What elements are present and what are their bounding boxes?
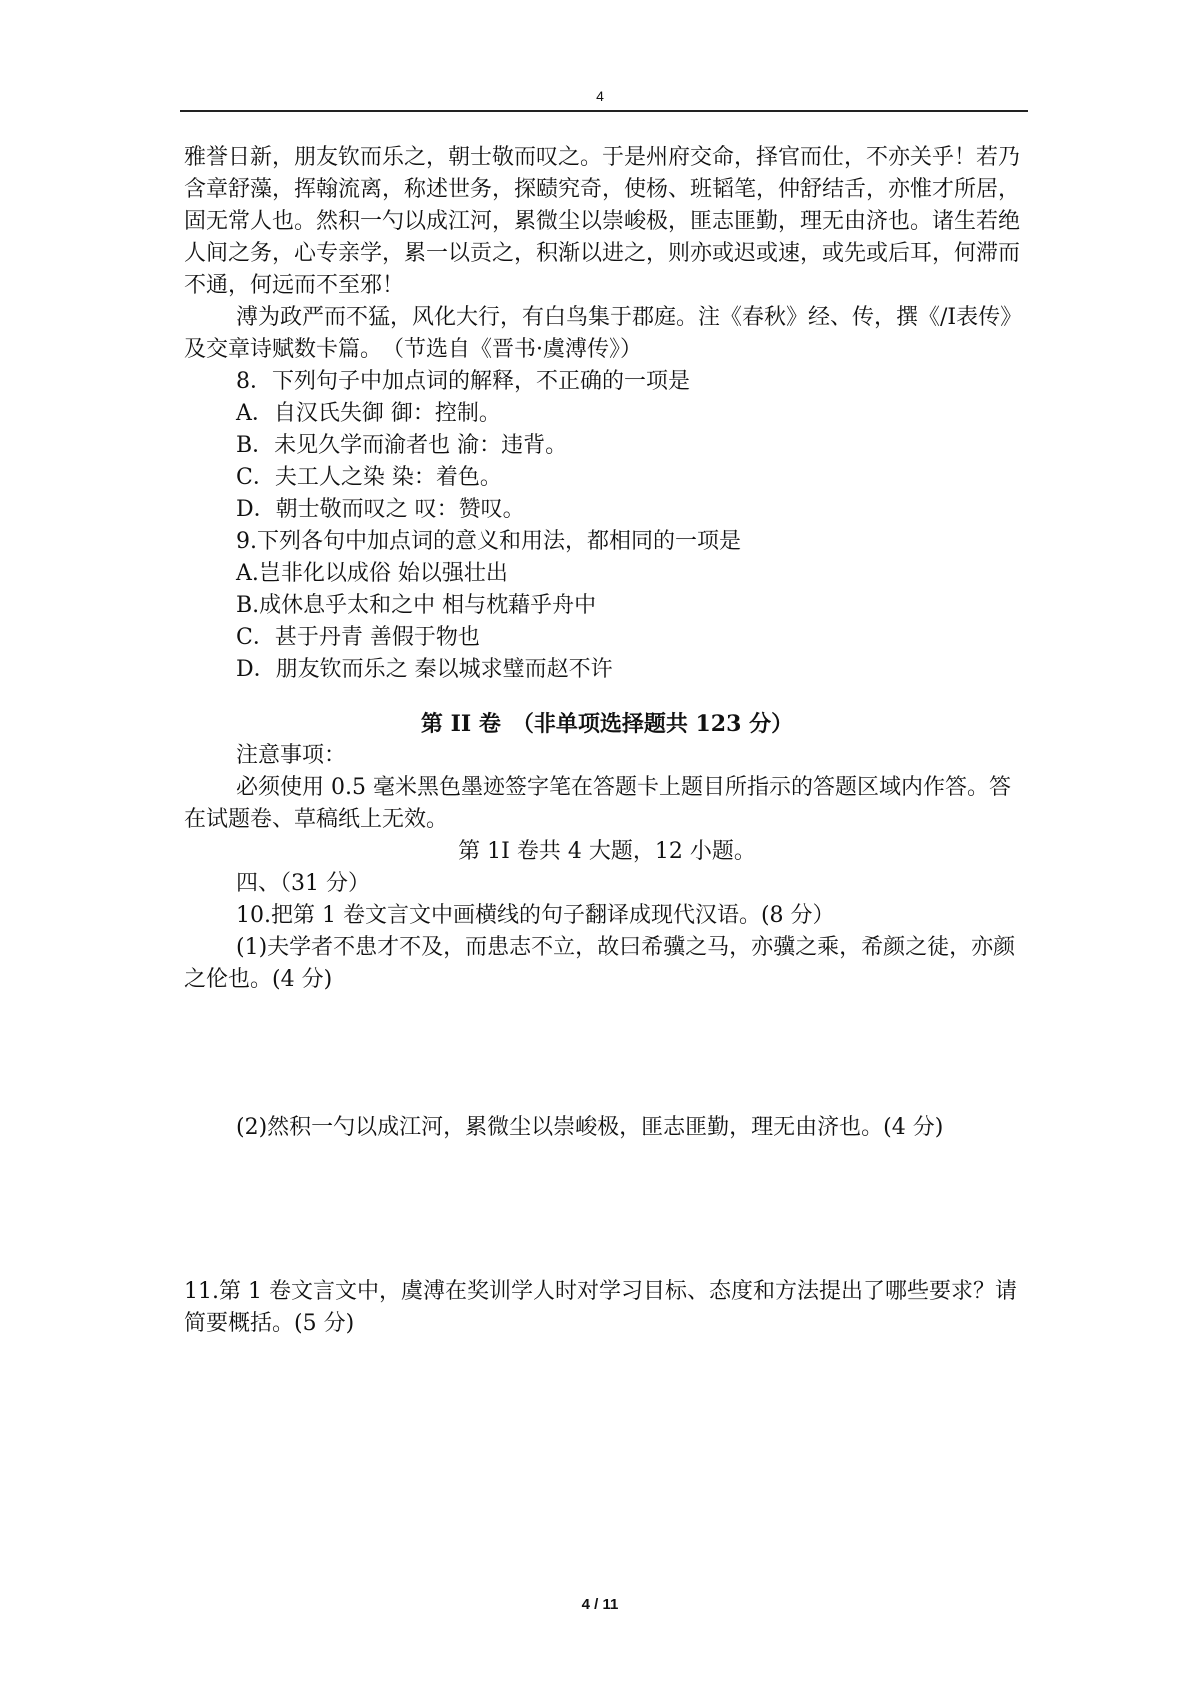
question-9-option-b: B.成休息乎太和之中 相与枕藉乎舟中	[236, 593, 597, 618]
question-11-stem: 11.第 1 卷文言文中，虞溥在奖训学人时对学习目标、态度和方法提出了哪些要求？请简要概括。(5 分)	[184, 1279, 1017, 1336]
notice-text: 必须使用 0.5 毫米黑色墨迹签字笔在答题卡上题目所指示的答题区域内作答。答在试题卷、草稿纸上无效。	[184, 775, 1011, 832]
question-8-option-c: C．夫工人之染 染：着色。	[236, 465, 502, 490]
header-page-number: 4	[596, 88, 604, 104]
part-4-heading: 四、（31 分）	[236, 871, 370, 896]
question-9-option-d: D．朋友钦而乐之 秦以城求璧而赵不许	[236, 657, 613, 682]
page-content	[184, 142, 1030, 1340]
question-8-option-d: D．朝士敬而叹之 叹：赞叹。	[236, 497, 525, 522]
question-8-option-a: A．自汉氏失御 御：控制。	[236, 401, 501, 426]
answer-space-10-2	[184, 1144, 1030, 1276]
passage-paragraph-1: 雅誉日新，朋友钦而乐之，朝士敬而叹之。于是州府交命，择官而仕，不亦关乎！若乃含章舒藻，挥翰流离，称述世务，探赜究奇，使杨、班韬笔，仲舒结舌，亦惟才所居，固无常人也。然积一勺以成江河，累微尘以崇峻极，匪志匪勤，理无由济也。诸生若绝人间之务，心专亲学，累一以贡之，积渐以进之，则亦或迟或速，或先或后耳，何滞而不通，何远而不至邪！	[184, 145, 1021, 298]
passage-paragraph-2: 溥为政严而不猛，风化大行，有白鸟集于郡庭。注《春秋》经、传，撰《/I表传》及交章诗赋数卡篇。 （节选自《晋书·虞溥传》）	[184, 305, 1023, 362]
question-8-option-b: B．未见久学而渝者也 渝：违背。	[236, 433, 568, 458]
answer-space-10-1	[184, 996, 1030, 1112]
header-rule	[180, 110, 1028, 112]
section-2-summary: 第 1I 卷共 4 大题，12 小题。	[458, 839, 756, 864]
question-10-stem: 10.把第 1 卷文言文中画横线的句子翻译成现代汉语。(8 分）	[236, 903, 835, 928]
question-9-option-a: A.岂非化以成俗 始以强壮出	[236, 561, 508, 586]
question-10-sub-1: (1)夫学者不患才不及，而患志不立，故曰希骥之马，亦骥之乘，希颜之徒，亦颜之伦也。(4 分)	[184, 935, 1016, 992]
section-2-title: 第 II 卷 （非单项选择题共 123 分）	[420, 711, 794, 737]
notice-label: 注意事项：	[236, 743, 347, 768]
footer-page-of: 4 / 11	[581, 1596, 619, 1613]
question-9-stem: 9.下列各句中加点词的意义和用法，都相同的一项是	[236, 529, 741, 554]
question-9-option-c: C．甚于丹青 善假于物也	[236, 625, 480, 650]
question-8-stem: 8．下列句子中加点词的解释，不正确的一项是	[236, 369, 690, 394]
question-10-sub-2: (2)然积一勺以成江河，累微尘以崇峻极，匪志匪勤，理无由济也。(4 分)	[236, 1115, 944, 1140]
